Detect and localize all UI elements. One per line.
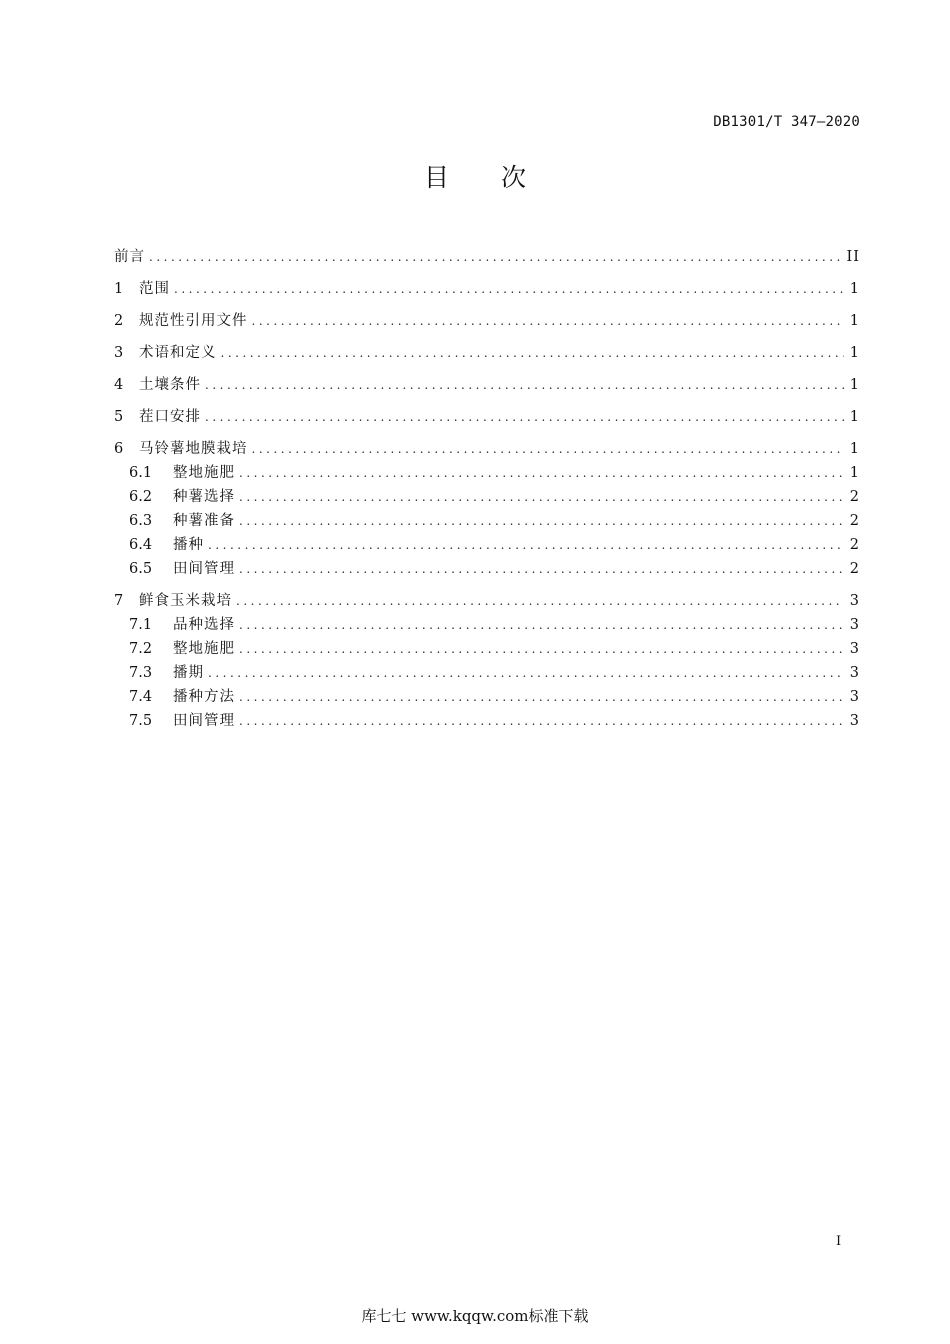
toc-entry-number: 2 — [114, 313, 124, 329]
table-of-contents — [114, 245, 860, 733]
toc-entry-title: 鲜食玉米栽培 — [139, 593, 232, 609]
toc-entry-number: 7.3 — [129, 665, 153, 681]
toc-entry[interactable] — [114, 557, 860, 581]
toc-dot-leader — [208, 661, 844, 685]
toc-entry-title: 范围 — [139, 281, 170, 297]
toc-entry-page: 2 — [849, 513, 860, 529]
toc-entry-number: 4 — [114, 377, 124, 393]
toc-entry[interactable] — [114, 637, 860, 661]
toc-entry[interactable] — [114, 485, 860, 509]
toc-entry[interactable] — [114, 277, 860, 301]
toc-dot-leader — [208, 533, 844, 557]
toc-entry-page: 2 — [849, 561, 860, 577]
toc-dot-leader — [239, 509, 844, 533]
toc-dot-leader — [239, 485, 844, 509]
toc-entry-page: 1 — [849, 465, 860, 481]
toc-entry-number: 7.5 — [129, 713, 153, 729]
toc-entry-number: 6.4 — [129, 537, 153, 553]
toc-entry-page: 2 — [849, 489, 860, 505]
toc-dot-leader — [174, 277, 844, 301]
toc-entry-page: 1 — [849, 313, 860, 329]
toc-entry-page: 3 — [849, 617, 860, 633]
toc-entry-number: 7.1 — [129, 617, 153, 633]
toc-entry-page: 3 — [849, 713, 860, 729]
toc-entry-title: 土壤条件 — [139, 377, 201, 393]
toc-entry[interactable] — [114, 509, 860, 533]
toc-dot-leader — [239, 709, 844, 733]
toc-entry-title: 术语和定义 — [139, 345, 217, 361]
toc-entry-number: 6.2 — [129, 489, 153, 505]
toc-entry[interactable] — [114, 661, 860, 685]
toc-entry-number: 6 — [114, 441, 124, 457]
toc-entry-page: 1 — [849, 409, 860, 425]
toc-dot-leader — [252, 437, 844, 461]
toc-entry-title: 播期 — [173, 665, 204, 681]
toc-entry-number: 7 — [114, 593, 124, 609]
toc-entry[interactable] — [114, 533, 860, 557]
toc-entry-page: 1 — [849, 281, 860, 297]
toc-entry-title: 田间管理 — [173, 561, 235, 577]
toc-dot-leader — [236, 589, 844, 613]
toc-entry-title: 田间管理 — [173, 713, 235, 729]
toc-entry-number: 6.5 — [129, 561, 153, 577]
toc-entry-page: 1 — [849, 441, 860, 457]
toc-entry[interactable] — [114, 405, 860, 429]
toc-dot-leader — [221, 341, 844, 365]
footer-watermark-text: 库七七 www.kqqw.com标准下载 — [361, 1307, 589, 1325]
toc-entry-title: 种薯准备 — [173, 513, 235, 529]
toc-entry-page: 3 — [849, 665, 860, 681]
page-number: I — [836, 1234, 842, 1249]
toc-entry[interactable] — [114, 373, 860, 397]
toc-entry-number: 7.2 — [129, 641, 153, 657]
toc-entry-title: 整地施肥 — [173, 641, 235, 657]
toc-entry-page: 2 — [849, 537, 860, 553]
toc-dot-leader — [239, 685, 844, 709]
toc-entry[interactable] — [114, 309, 860, 333]
toc-entry[interactable] — [114, 437, 860, 461]
toc-entry-title: 种薯选择 — [173, 489, 235, 505]
toc-entry-title: 播种 — [173, 537, 204, 553]
toc-dot-leader — [149, 245, 841, 269]
toc-entry[interactable] — [114, 709, 860, 733]
toc-dot-leader — [239, 461, 844, 485]
toc-entry[interactable] — [114, 589, 860, 613]
toc-entry-title: 马铃薯地膜栽培 — [139, 441, 248, 457]
toc-entry-page: 3 — [849, 689, 860, 705]
toc-entry-number: 5 — [114, 409, 124, 425]
toc-entry-title: 前言 — [114, 249, 145, 265]
toc-entry-title: 茬口安排 — [139, 409, 201, 425]
toc-entry-page: II — [846, 249, 860, 265]
toc-entry-page: 3 — [849, 641, 860, 657]
toc-dot-leader — [239, 613, 844, 637]
toc-entry-number: 1 — [114, 281, 124, 297]
toc-entry[interactable] — [114, 613, 860, 637]
toc-entry-title: 品种选择 — [173, 617, 235, 633]
toc-entry[interactable] — [114, 685, 860, 709]
toc-dot-leader — [205, 405, 844, 429]
toc-entry-title: 播种方法 — [173, 689, 235, 705]
toc-entry-page: 1 — [849, 377, 860, 393]
toc-entry-page: 3 — [849, 593, 860, 609]
toc-entry-title: 整地施肥 — [173, 465, 235, 481]
toc-entry-number: 3 — [114, 345, 124, 361]
toc-entry-number: 6.1 — [129, 465, 153, 481]
toc-dot-leader — [239, 557, 844, 581]
toc-entry-page: 1 — [849, 345, 860, 361]
toc-entry[interactable] — [114, 245, 860, 269]
toc-entry-title: 规范性引用文件 — [139, 313, 248, 329]
toc-dot-leader — [205, 373, 844, 397]
toc-entry[interactable] — [114, 461, 860, 485]
toc-dot-leader — [252, 309, 844, 333]
toc-entry-number: 6.3 — [129, 513, 153, 529]
page-title: 目次 — [423, 163, 578, 192]
toc-entry[interactable] — [114, 341, 860, 365]
toc-entry-number: 7.4 — [129, 689, 153, 705]
toc-dot-leader — [239, 637, 844, 661]
standard-code: DB1301/T 347—2020 — [713, 114, 860, 130]
